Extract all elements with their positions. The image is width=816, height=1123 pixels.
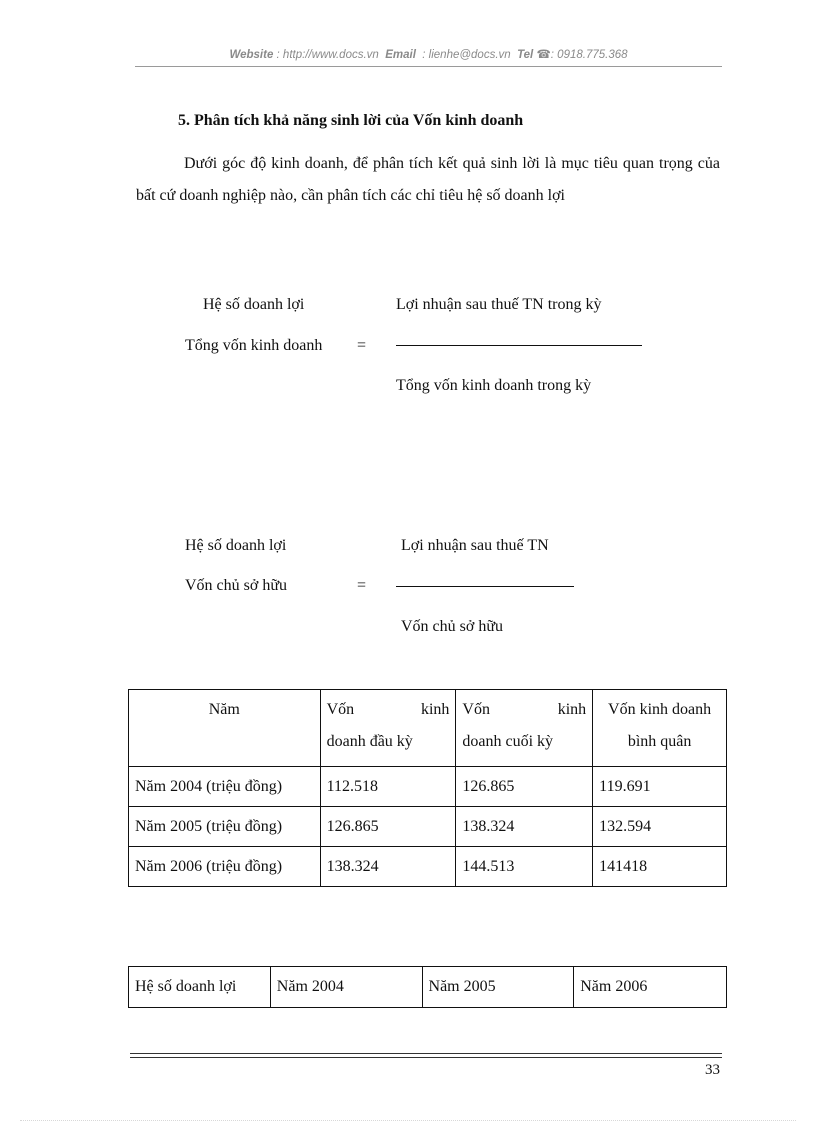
intro-paragraph: Dưới góc độ kinh doanh, để phân tích kết quả sinh lời là mục tiêu quan trọng của bất cứ doanh nghiệp nào, cần phân tích các chỉ tiêu hệ số doanh lợi — [136, 155, 720, 204]
page-bottom-border — [20, 1120, 796, 1121]
row-start: 126.865 — [320, 807, 456, 847]
profitability-table-header — [129, 967, 727, 1008]
formula2-numerator: Lợi nhuận sau thuế TN — [401, 537, 549, 554]
row-year: Năm 2006 (triệu đồng) — [129, 847, 321, 887]
header-divider — [135, 66, 722, 67]
formula1-denominator: Tổng vốn kinh doanh trong kỳ — [396, 377, 592, 394]
capital-table — [128, 689, 727, 887]
email-label: Email — [385, 49, 416, 61]
formula1-lhs-top: Hệ số doanh lợi — [203, 296, 305, 313]
header-ratio: Hệ số doanh lợi — [129, 967, 271, 1008]
row-average: 141418 — [593, 847, 727, 887]
footer-divider-second — [130, 1057, 722, 1058]
row-average: 119.691 — [593, 767, 727, 807]
row-year: Năm 2004 (triệu đồng) — [129, 767, 321, 807]
row-end: 138.324 — [456, 807, 593, 847]
formula1-numerator: Lợi nhuận sau thuế TN trong kỳ — [396, 296, 602, 313]
formula1-equals: = — [357, 337, 367, 354]
website-label: Website — [229, 49, 274, 61]
row-end: 126.865 — [456, 767, 593, 807]
table-row — [129, 807, 727, 847]
tel-label: Tel — [517, 49, 534, 61]
email-value: : lienhe@docs.vn — [422, 49, 511, 61]
capital-table-header — [129, 690, 727, 767]
table-row — [129, 847, 727, 887]
header-2004: Năm 2004 — [270, 967, 422, 1008]
header-start-capital: Vốn kinh doanh đầu kỳ — [320, 690, 456, 767]
formula2-lhs-bottom: Vốn chủ sở hữu — [185, 577, 288, 594]
row-start: 112.518 — [320, 767, 456, 807]
formula2-fraction-bar — [396, 586, 574, 587]
formula2-denominator: Vốn chủ sở hữu — [401, 618, 504, 635]
row-end: 144.513 — [456, 847, 593, 887]
row-year: Năm 2005 (triệu đồng) — [129, 807, 321, 847]
footer-divider — [130, 1053, 722, 1054]
formula1-fraction-bar — [396, 345, 642, 346]
website-value: : http://www.docs.vn — [276, 49, 379, 61]
formula2-equals: = — [357, 577, 367, 594]
formula2-lhs-top: Hệ số doanh lợi — [185, 537, 287, 554]
formula1-lhs-bottom: Tổng vốn kinh doanh — [185, 337, 323, 354]
page-number: 33 — [705, 1062, 720, 1078]
row-average: 132.594 — [593, 807, 727, 847]
tel-value: : 0918.775.368 — [550, 49, 628, 61]
header-2005: Năm 2005 — [422, 967, 574, 1008]
section-title: 5. Phân tích khả năng sinh lời của Vốn kinh doanh — [178, 112, 524, 129]
table-row — [129, 767, 727, 807]
profitability-table — [128, 966, 727, 1008]
row-start: 138.324 — [320, 847, 456, 887]
phone-icon: ☎ — [536, 49, 551, 61]
header-2006: Năm 2006 — [574, 967, 727, 1008]
page-header — [135, 47, 722, 61]
header-year: Năm — [129, 690, 321, 767]
header-average-capital: Vốn kinh doanh bình quân — [593, 690, 727, 767]
header-end-capital: Vốn kinh doanh cuối kỳ — [456, 690, 593, 767]
